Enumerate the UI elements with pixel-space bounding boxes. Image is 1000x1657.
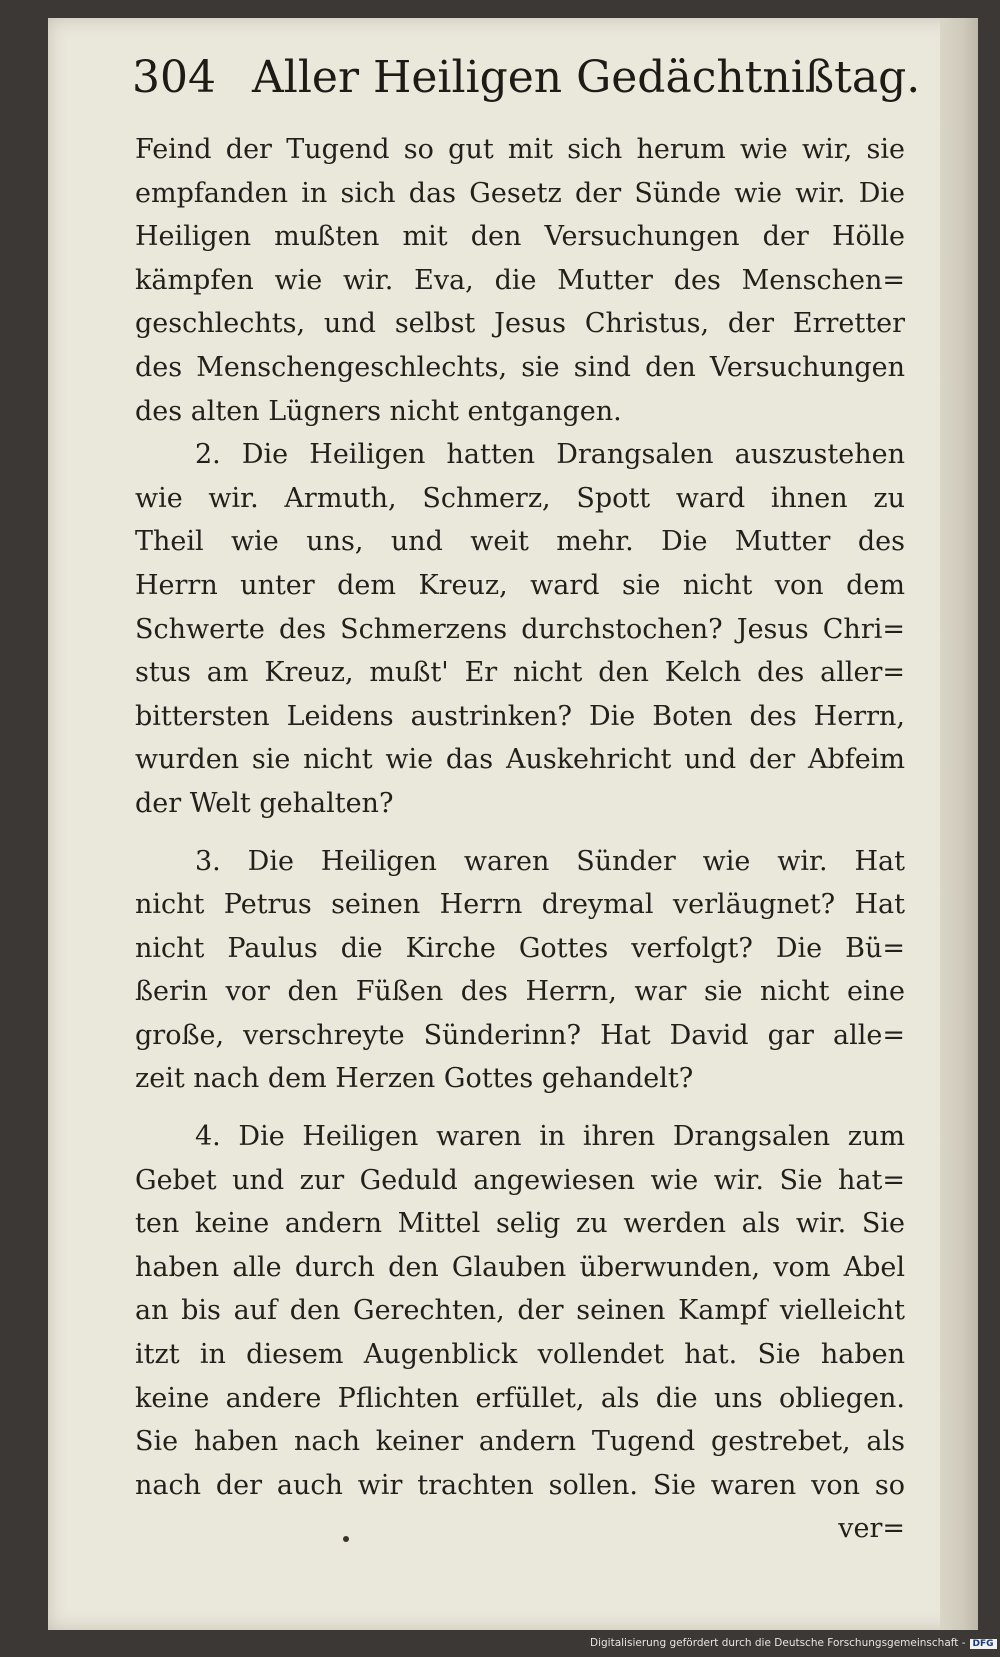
text-line: Heiligen mußten mit den Versuchungen der Hölle (135, 221, 905, 253)
text-line: nicht Paulus die Kirche Gottes verfolgt? Die Bü= (135, 932, 905, 964)
text-line: empfanden in sich das Gesetz der Sünde wie wir. Die (135, 177, 905, 209)
running-title: Aller Heiligen Gedächtnißtag. (251, 52, 921, 103)
text-line: wie wir. Armuth, Schmerz, Spott ward ihnen zu (135, 482, 905, 514)
digitization-credit (590, 1637, 997, 1649)
paragraph-start: 4. Die Heiligen waren in ihren Drangsalen zum (195, 1121, 905, 1153)
text-line: Gebet und zur Geduld angewiesen wie wir. Sie hat= (135, 1164, 905, 1196)
text-line: geschlechts, und selbst Jesus Christus, der Erretter (135, 308, 905, 340)
text-line: bittersten Leidens austrinken? Die Boten des Herrn, (135, 700, 905, 732)
text-line: Sie haben nach keiner andern Tugend gestrebet, als (135, 1426, 905, 1458)
paragraph-gap (135, 826, 905, 840)
page-header (132, 52, 921, 103)
credit-text: Digitalisierung gefördert durch die Deutsche Forschungsgemeinschaft - (590, 1637, 966, 1649)
text-line: ßerin vor den Füßen des Herrn, war sie nicht eine (135, 976, 905, 1008)
paragraph-start: 2. Die Heiligen hatten Drangsalen auszustehen (195, 439, 905, 471)
text-line: Herrn unter dem Kreuz, ward sie nicht von dem (135, 569, 905, 601)
text-line: zeit nach dem Herzen Gottes gehandelt? (135, 1063, 694, 1095)
text-line: ten keine andern Mittel selig zu werden als wir. Sie (135, 1208, 905, 1240)
ink-speck (343, 1536, 349, 1542)
dfg-logo: DFG (970, 1639, 997, 1649)
paragraph-gap (135, 1101, 905, 1115)
text-line: an bis auf den Gerechten, der seinen Kampf vielleicht (135, 1295, 905, 1327)
catchword: ver= (838, 1513, 905, 1545)
text-line: große, verschreyte Sünderinn? Hat David gar alle= (135, 1019, 905, 1051)
text-line: itzt in diesem Augenblick vollendet hat. Sie haben (135, 1339, 905, 1371)
text-line: des alten Lügners nicht entgangen. (135, 395, 622, 427)
text-line: kämpfen wie wir. Eva, die Mutter des Menschen= (135, 264, 905, 296)
text-line: Schwerte des Schmerzens durchstochen? Jesus Chri= (135, 613, 905, 645)
text-line: nicht Petrus seinen Herrn dreymal verläugnet? Hat (135, 889, 905, 921)
paragraph-start: 3. Die Heiligen waren Sünder wie wir. Hat (195, 845, 905, 877)
text-line: haben alle durch den Glauben überwunden, vom Abel (135, 1251, 905, 1283)
text-line: nach der auch wir trachten sollen. Sie waren von so (135, 1469, 905, 1501)
text-line: Feind der Tugend so gut mit sich herum wie wir, sie (135, 134, 905, 165)
text-line: wurden sie nicht wie das Auskehricht und der Abfeim (135, 744, 905, 776)
text-line: des Menschengeschlechts, sie sind den Versuchungen (135, 351, 905, 383)
text-line: keine andere Pflichten erfüllet, als die uns obliegen. (135, 1382, 905, 1414)
text-line: Theil wie uns, und weit mehr. Die Mutter des (135, 526, 905, 558)
body-text (135, 128, 905, 1551)
text-line: stus am Kreuz, mußt' Er nicht den Kelch des aller= (135, 657, 905, 689)
page-edge (940, 18, 978, 1630)
text-line: der Welt gehalten? (135, 787, 394, 819)
page-number: 304 (132, 52, 216, 103)
